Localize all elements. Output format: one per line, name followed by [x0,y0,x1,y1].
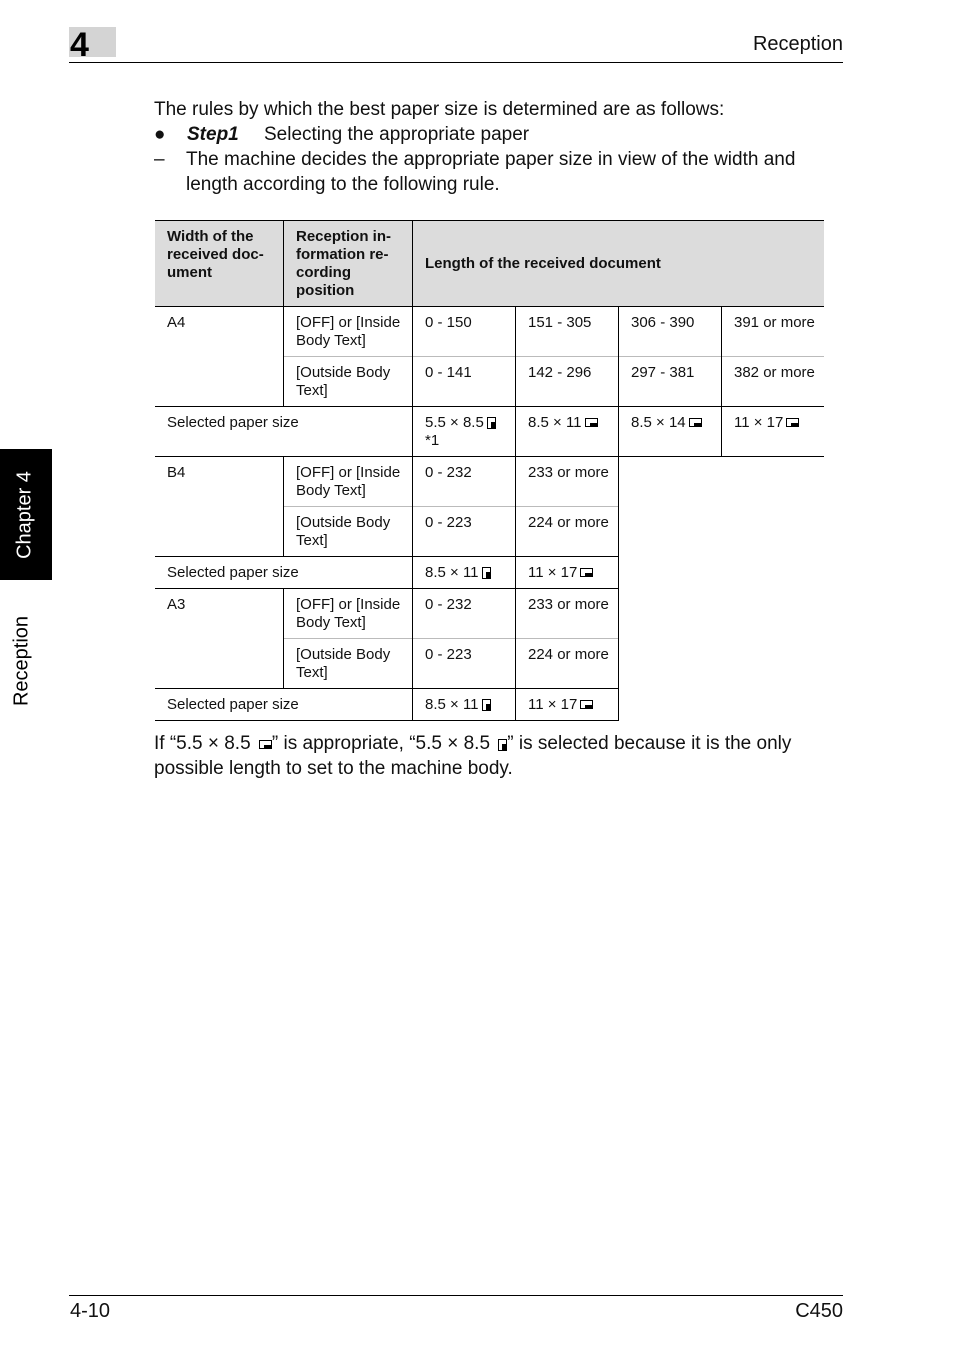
selected-size-text: 11 × 17 [734,414,784,431]
landscape-paper-icon [580,568,593,577]
position-cell: [OFF] or [Inside Body Text] [284,457,413,507]
position-cell: [Outside Body Text] [284,357,413,407]
length-cell: 0 - 232 [413,589,516,639]
length-cell: 233 or more [516,589,619,639]
length-cell: 224 or more [516,639,619,689]
note-part-1: If “5.5 × 8.5 [154,733,256,754]
dash-marker: – [154,149,165,170]
length-cell: 391 or more [722,307,825,357]
selected-size-cell [722,407,825,457]
selected-size-cell [413,689,516,721]
note-part-2: ” is appropriate, “5.5 × 8.5 [271,733,496,754]
length-cell: 151 - 305 [516,307,619,357]
length-cell: 0 - 150 [413,307,516,357]
portrait-paper-icon [482,699,491,711]
landscape-paper-icon [580,700,593,709]
side-chapter-label: Chapter 4 [13,471,36,559]
intro-paragraph: The rules by which the best paper size is determined are as follows: [154,99,725,120]
width-a3: A3 [155,589,284,689]
length-cell: 142 - 296 [516,357,619,407]
length-cell: 0 - 223 [413,507,516,557]
chapter-number: 4 [70,26,89,64]
portrait-paper-icon [482,567,491,579]
table-header-row [155,221,824,307]
selected-size-cell [516,557,619,589]
selected-size-label: Selected paper size [155,407,413,457]
landscape-paper-icon [585,418,598,427]
selected-size-cell [413,557,516,589]
position-cell: [Outside Body Text] [284,507,413,557]
length-cell: 297 - 381 [619,357,722,407]
note-part-3: ” is selected because it is the only possible length to set to the machine body. [154,733,792,779]
table-row [155,457,824,507]
header-width: Width of the received doc-ument [155,221,284,307]
header-position: Reception in-formation re-cording position [284,221,413,307]
selected-size-cell [619,407,722,457]
length-cell: 224 or more [516,507,619,557]
width-a4: A4 [167,314,186,331]
selected-size-cell [516,407,619,457]
selected-size-text: 8.5 × 11 [528,414,582,431]
landscape-paper-icon [689,418,702,427]
portrait-paper-icon [487,417,496,429]
bullet-icon: ● [154,124,166,145]
selected-size-text: 11 × 17 [528,564,578,581]
selected-size-cell [516,689,619,721]
selected-size-text: 5.5 × 8.5 [425,414,484,431]
position-cell: [OFF] or [Inside Body Text] [284,307,413,357]
selected-size-label: Selected paper size [155,557,413,589]
table-row [155,307,824,357]
paper-size-rules-table [155,220,824,721]
step-label: Step1 [187,124,239,145]
footnote-marker: *1 [425,432,440,449]
length-cell: 0 - 223 [413,639,516,689]
portrait-paper-icon [498,739,507,751]
selected-size-cell [413,407,516,457]
length-cell: 306 - 390 [619,307,722,357]
selected-size-text: 11 × 17 [528,696,578,713]
length-cell: 0 - 141 [413,357,516,407]
dash-paragraph: The machine decides the appropriate paper size in view of the width and length according to the following rule. [186,149,796,195]
page-number: 4-10 [70,1300,111,1322]
footer-divider [69,1295,843,1296]
landscape-paper-icon [786,418,799,427]
length-cell: 0 - 232 [413,457,516,507]
position-cell: [OFF] or [Inside Body Text] [284,589,413,639]
note-paragraph [154,731,854,781]
width-b4: B4 [155,457,284,557]
table-row [155,407,824,457]
selected-size-text: 8.5 × 11 [425,564,479,581]
length-cell: 382 or more [722,357,825,407]
selected-size-label: Selected paper size [155,689,413,721]
header-title: Reception [752,33,843,55]
model-name: C450 [795,1300,843,1322]
landscape-paper-icon [259,740,272,749]
empty-area [619,457,825,721]
selected-size-text: 8.5 × 11 [425,696,479,713]
header-length: Length of the received document [413,221,825,307]
position-cell: [Outside Body Text] [284,639,413,689]
step-text: Selecting the appropriate paper [264,124,530,145]
length-cell: 233 or more [516,457,619,507]
header-divider [69,62,843,63]
side-section-label: Reception [10,615,33,707]
selected-size-text: 8.5 × 14 [631,414,686,431]
